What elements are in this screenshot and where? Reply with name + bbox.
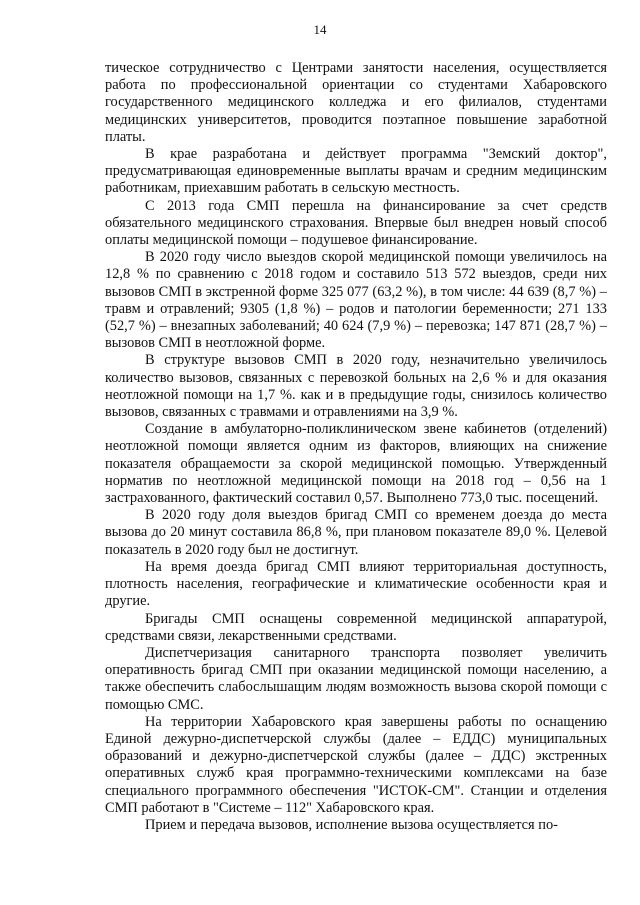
paragraph-arrival-time: В 2020 году доля выездов бригад СМП со временем доезда до места вызова до 20 минут составила 86,8 %, при плановом показателе 89,0 %. Целевой показатель в 2020 году был не достигнут. (105, 507, 607, 558)
paragraph-dispatch: Диспетчеризация санитарного транспорта позволяет увеличить оперативность бригад СМП при оказании медицинской помощи населению, а также обеспечить слабослышащим людям возможность вызова скорой помощи с помощью СМС. (105, 644, 607, 713)
paragraph-call-structure: В структуре вызовов СМП в 2020 году, незначительно увеличилось количество вызовов, связанных с перевозкой больных на 2,6 % и для оказания неотложной помощи на 1,7 %. как и в предыдущие годы, снизилось количество вызовов, связанных с травмами и отравлениями на 3,9 %. (105, 352, 607, 421)
paragraph-career-guidance: тическое сотрудничество с Центрами занятости населения, осуществляется работа по профессиональной ориентации со студентами Хабаровского государственного медицинского колледжа и его филиалов, студентами медицинских университетов, проводится поэтапное повышение заработной платы. (105, 60, 607, 145)
paragraph-edds: На территории Хабаровского края завершены работы по оснащению Единой дежурно-диспетчерской службы (далее – ЕДДС) муниципальных образований и дежурно-диспетчерской службы (далее – ДДС) экстренных оперативных служб края программно-техническими комплексами на базе специального программного обеспечения "ИСТОК-СМ". Станции и отделения СМП работают в "Системе – 112" Хабаровского края. (105, 713, 607, 816)
paragraph-calls-2020: В 2020 году число выездов скорой медицинской помощи увеличилось на 12,8 % по сравнению с 2018 годом и составило 513 572 выездов, среди них вызовов СМП в экстренной форме 325 077 (63,2 %), в том числе: 44 639 (8,7 %) – травм и отравлений; 9305 (1,8 %) – родов и патологии беременности; 271 133 (52,7 %) – внезапных заболеваний; 40 624 (7,9 %) – перевозка; 147 871 (28,7 %) – вызовов СМП в неотложной форме. (105, 249, 607, 352)
paragraph-call-handling: Прием и передача вызовов, исполнение вызова осуществляется по- (145, 816, 558, 833)
paragraph-urgent-care-units: Создание в амбулаторно-поликлиническом звене кабинетов (отделений) неотложной помощи является одним из факторов, влияющих на снижение показателя обращаемости за скорой медицинской помощью. Утвержденный норматив по неотложной медицинской помощи на 2018 год – 0,56 на 1 застрахованного, фактический составил 0,57. Выполнено 773,0 тыс. посещений. (105, 421, 607, 507)
paragraph-insurance-financing: С 2013 года СМП перешла на финансирование за счет средств обязательного медицинского страхования. Впервые был внедрен новый способ оплаты медицинской помощи – подушевое финансирование. (105, 197, 607, 249)
document-body (105, 60, 607, 834)
paragraph-zemsky-doctor: В крае разработана и действует программа "Земский доктор", предусматривающая единовременные выплаты врачам и средним медицинским работникам, приехавшим работать в сельскую местность. (105, 146, 607, 197)
paragraph-arrival-factors: На время доезда бригад СМП влияют территориальная доступность, плотность населения, географические и климатические особенности края и другие. (105, 558, 607, 610)
paragraph-equipment: Бригады СМП оснащены современной медицинской аппаратурой, средствами связи, лекарственными средствами. (105, 610, 607, 644)
page-number: 14 (313, 22, 327, 37)
